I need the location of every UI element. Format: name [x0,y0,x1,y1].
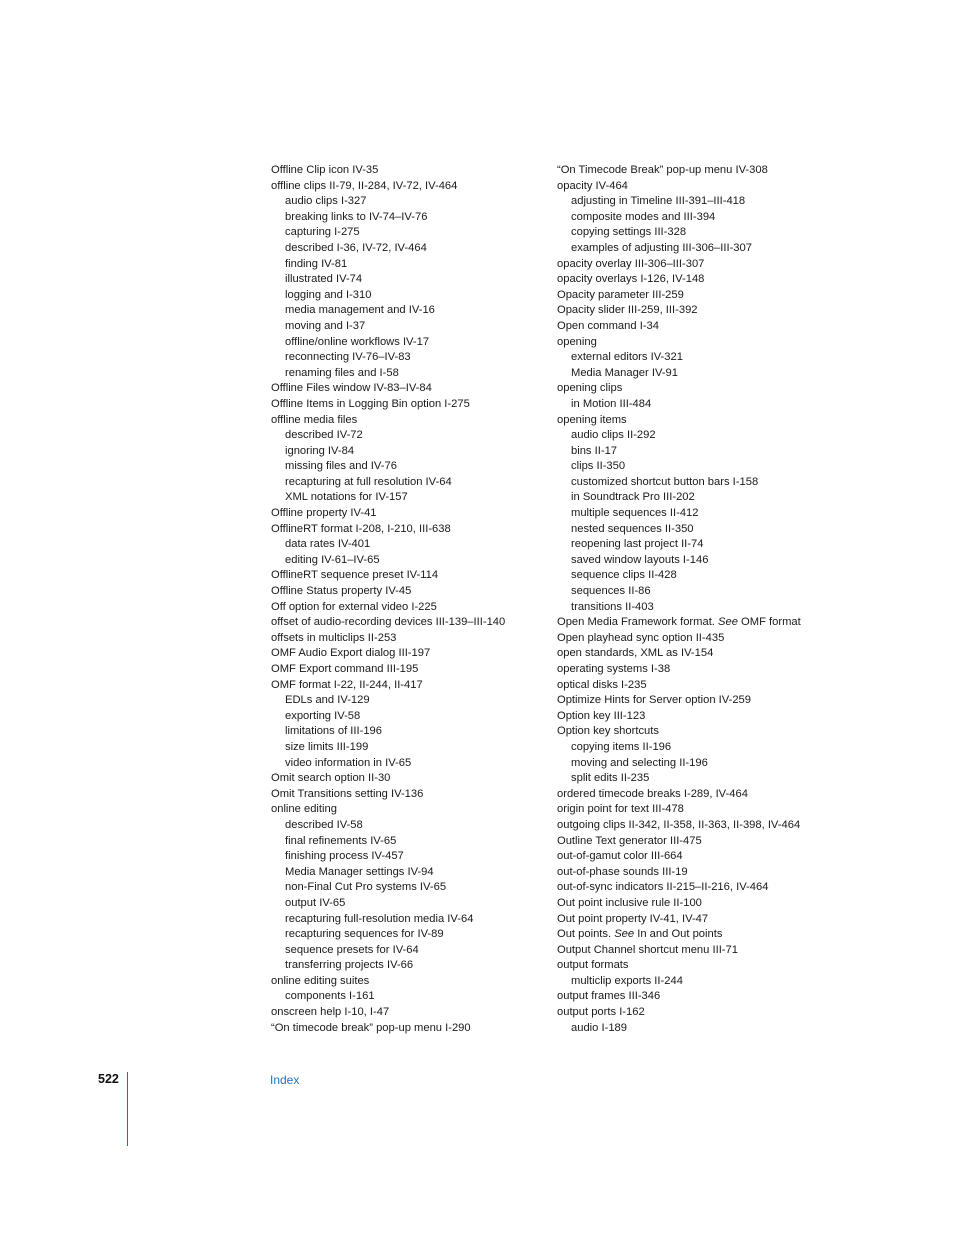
entry-text: Open playhead sync option II-435 [557,631,725,644]
index-subentry [271,303,541,319]
entry-text: EDLs and IV-129 [285,694,370,707]
index-entry [557,896,857,912]
index-subentry [271,818,541,834]
index-subentry [557,584,857,600]
index-subentry [271,912,541,928]
entry-text: sequences II-86 [571,585,651,598]
index-subentry [557,740,857,756]
index-subentry [271,989,541,1005]
entry-text: Optimize Hints for Server option IV-259 [557,694,751,707]
index-subentry [271,241,541,257]
entry-text: missing files and IV-76 [285,460,397,473]
index-entry [557,303,857,319]
index-entry [557,335,857,351]
entry-text: Out points. [557,928,612,941]
entry-text: size limits III-199 [285,740,369,753]
entry-text: OfflineRT format I-208, I-210, III-638 [271,522,451,535]
entry-text: offline/online workflows IV-17 [285,335,430,348]
entry-text: described IV-72 [285,429,363,442]
entry-text: opacity IV-464 [557,179,628,192]
index-entry [557,381,857,397]
index-subentry [271,756,541,772]
index-entry [271,600,541,616]
index-entry [557,989,857,1005]
index-entry [557,849,857,865]
index-entry [557,1005,857,1021]
index-entry [271,1005,541,1021]
entry-text: finishing process IV-457 [285,850,404,863]
index-entry [557,880,857,896]
index-subentry [557,459,857,475]
index-subentry [271,366,541,382]
index-entry [557,257,857,273]
entry-text: audio clips II-292 [571,429,656,442]
index-subentry [557,194,857,210]
index-subentry [271,724,541,740]
index-entry [557,834,857,850]
entry-text: Outline Text generator III-475 [557,834,702,847]
entry-text: origin point for text III-478 [557,803,684,816]
index-subentry [557,350,857,366]
entry-text: OMF Export command III-195 [271,663,419,675]
entry-text: described I-36, IV-72, IV-464 [285,241,427,254]
entry-text: “On timecode break” pop-up menu I-290 [271,1021,471,1034]
entry-text: ignoring IV-84 [285,444,355,457]
index-subentry [271,834,541,850]
index-entry [271,678,541,694]
index-subentry [557,397,857,413]
entry-text: opacity overlays I-126, IV-148 [557,273,705,286]
index-entry [557,958,857,974]
entry-text: Offline Clip icon IV-35 [271,164,379,176]
index-subentry [557,568,857,584]
footer-divider [127,1072,128,1146]
entry-text: offset of audio-recording devices III-139–III-140 [271,616,506,629]
entry-text: Offline Items in Logging Bin option I-275 [271,397,470,410]
index-subentry [271,553,541,569]
index-entry [557,709,857,725]
entry-text: offsets in multiclips II-253 [271,631,397,644]
index-entry [557,646,857,662]
entry-text: illustrated IV-74 [285,273,363,286]
see-reference: See [614,928,635,941]
entry-text: sequence presets for IV-64 [285,943,419,956]
entry-text: output frames III-346 [557,990,661,1003]
index-entry [557,724,857,740]
index-entry [271,646,541,662]
index-subentry [557,600,857,616]
index-entry [271,163,541,179]
index-subentry [271,693,541,709]
index-subentry [557,366,857,382]
index-entry [557,678,857,694]
index-entry [271,584,541,600]
index-subentry [271,475,541,491]
entry-text: Media Manager settings IV-94 [285,865,434,878]
entry-text: moving and selecting II-196 [571,756,708,769]
index-subentry [271,194,541,210]
index-entry [271,787,541,803]
index-entry [557,413,857,429]
entry-text: offline media files [271,413,358,426]
index-entry [271,506,541,522]
index-subentry [271,927,541,943]
entry-text: nested sequences II-350 [571,522,694,535]
index-subentry [557,1021,857,1037]
index-subentry [271,428,541,444]
entry-text: online editing [271,803,337,816]
index-subentry [271,444,541,460]
index-entry [271,1021,541,1037]
entry-text: recapturing at full resolution IV-64 [285,475,452,488]
entry-text: Omit Transitions setting IV-136 [271,787,424,800]
index-entry [557,802,857,818]
index-entry [557,163,857,179]
index-entry [271,568,541,584]
entry-text: Offline Files window IV-83–IV-84 [271,382,432,395]
entry-text: sequence clips II-428 [571,569,677,582]
entry-text: opening items [557,413,627,426]
entry-text: Offline property IV-41 [271,507,377,520]
entry-text: final refinements IV-65 [285,834,397,847]
entry-text: out-of-gamut color III-664 [557,850,683,863]
index-entry [557,272,857,288]
entry-text: non-Final Cut Pro systems IV-65 [285,881,447,894]
index-entry [271,413,541,429]
entry-text: limitations of III-196 [285,725,383,738]
entry-text: transferring projects IV-66 [285,959,414,972]
entry-text: Out point property IV-41, IV-47 [557,912,709,925]
index-subentry [271,943,541,959]
index-subentry [271,225,541,241]
entry-text: Omit search option II-30 [271,772,391,785]
index-entry [557,179,857,195]
index-subentry [271,709,541,725]
entry-text: in Motion III-484 [571,397,652,410]
page-number: 522 [98,1072,119,1086]
index-subentry [557,771,857,787]
entry-text: audio clips I-327 [285,195,367,208]
entry-text: examples of adjusting III-306–III-307 [571,241,752,254]
entry-text: out-of-phase sounds III-19 [557,865,688,878]
entry-text: renaming files and I-58 [285,366,399,379]
see-reference: See [718,616,738,629]
index-subentry [271,896,541,912]
see-target: In and Out points [637,928,723,941]
entry-text: OMF Audio Export dialog III-197 [271,647,431,660]
entry-text: OfflineRT sequence preset IV-114 [271,569,439,582]
entry-text: saved window layouts I-146 [571,553,709,566]
entry-text: operating systems I-38 [557,663,671,675]
index-entry [271,974,541,990]
entry-text: recapturing sequences for IV-89 [285,928,444,941]
entry-text: finding IV-81 [285,257,348,270]
entry-text: adjusting in Timeline III-391–III-418 [571,195,746,208]
index-entry [557,943,857,959]
entry-text: output IV-65 [285,896,346,909]
entry-text: transitions II-403 [571,600,654,613]
entry-text: audio I-189 [571,1021,627,1034]
index-subentry [557,444,857,460]
index-subentry [557,522,857,538]
index-subentry [557,506,857,522]
index-entry [557,927,857,943]
index-subentry [271,272,541,288]
entry-text: copying settings III-328 [571,226,687,239]
entry-text: Output Channel shortcut menu III-71 [557,943,738,956]
entry-text: capturing I-275 [285,226,360,239]
index-subentry [271,880,541,896]
entry-text: Out point inclusive rule II-100 [557,896,702,909]
index-entry [557,288,857,304]
index-subentry [271,849,541,865]
entry-text: Opacity slider III-259, III-392 [557,304,698,317]
entry-text: data rates IV-401 [285,538,371,551]
index-entry [271,522,541,538]
entry-text: multiclip exports II-244 [571,974,683,987]
index-subentry [271,537,541,553]
index-entry [271,662,541,678]
entry-text: optical disks I-235 [557,678,647,691]
entry-text: composite modes and III-394 [571,210,716,223]
entry-text: Off option for external video I-225 [271,600,437,613]
entry-text: recapturing full-resolution media IV-64 [285,912,474,925]
entry-text: components I-161 [285,990,375,1003]
index-subentry [557,475,857,491]
index-entry [557,631,857,647]
entry-text: breaking links to IV-74–IV-76 [285,210,428,223]
section-label: Index [270,1073,300,1087]
entry-text: output formats [557,959,629,972]
index-entry [271,381,541,397]
entry-text: online editing suites [271,974,370,987]
entry-text: output ports I-162 [557,1006,645,1019]
index-subentry [271,350,541,366]
entry-text: out-of-sync indicators II-215–II-216, IV-464 [557,881,769,894]
index-entry [271,802,541,818]
index-entry [271,397,541,413]
entry-text: Offline Status property IV-45 [271,585,412,598]
index-subentry [557,225,857,241]
entry-text: customized shortcut button bars I-158 [571,475,759,488]
entry-text: bins II-17 [571,444,618,457]
entry-text: “On Timecode Break” pop-up menu IV-308 [557,164,768,176]
index-subentry [271,319,541,335]
index-subentry [557,241,857,257]
index-subentry [557,428,857,444]
index-entry [557,818,857,834]
entry-text: OMF format I-22, II-244, II-417 [271,678,423,691]
entry-text: reconnecting IV-76–IV-83 [285,351,411,364]
entry-text: Opacity parameter III-259 [557,288,684,301]
entry-text: Open Media Framework format. [557,616,715,629]
index-entry [557,912,857,928]
entry-text: Open command I-34 [557,319,659,332]
entry-text: Media Manager IV-91 [571,366,678,379]
index-subentry [271,490,541,506]
index-entry [271,631,541,647]
entry-text: moving and I-37 [285,319,366,332]
index-subentry [557,490,857,506]
index-subentry [557,210,857,226]
index-subentry [557,553,857,569]
index-subentry [271,210,541,226]
entry-text: copying items II-196 [571,740,672,753]
index-entry [557,693,857,709]
index-subentry [271,335,541,351]
index-subentry [271,865,541,881]
index-subentry [271,958,541,974]
index-subentry [557,537,857,553]
index-subentry [271,459,541,475]
entry-text: opening [557,335,597,348]
entry-text: ordered timecode breaks I-289, IV-464 [557,787,748,800]
index-subentry [557,756,857,772]
index-subentry [557,974,857,990]
index-entry [557,319,857,335]
entry-text: outgoing clips II-342, II-358, II-363, II-398, IV-464 [557,818,801,831]
index-entry [557,662,857,678]
index-subentry [271,288,541,304]
index-entry [271,179,541,195]
entry-text: editing IV-61–IV-65 [285,553,380,566]
entry-text: in Soundtrack Pro III-202 [571,491,695,504]
index-entry [557,865,857,881]
entry-text: clips II-350 [571,460,626,473]
entry-text: media management and IV-16 [285,304,435,317]
entry-text: described IV-58 [285,818,363,831]
entry-text: open standards, XML as IV-154 [557,647,714,660]
index-column-right [557,163,857,1036]
entry-text: external editors IV-321 [571,351,683,364]
entry-text: opacity overlay III-306–III-307 [557,257,705,270]
see-target: OMF format [741,616,801,629]
index-column-left [271,163,541,1036]
index-entry [557,787,857,803]
entry-text: multiple sequences II-412 [571,507,699,520]
entry-text: split edits II-235 [571,772,650,785]
entry-text: onscreen help I-10, I-47 [271,1006,390,1019]
entry-text: offline clips II-79, II-284, IV-72, IV-464 [271,179,458,192]
index-entry [271,771,541,787]
index-entry [271,615,541,631]
entry-text: XML notations for IV-157 [285,491,408,504]
entry-text: Option key III-123 [557,709,646,722]
entry-text: video information in IV-65 [285,756,412,769]
index-subentry [271,257,541,273]
index-subentry [271,740,541,756]
entry-text: reopening last project II-74 [571,538,704,551]
entry-text: opening clips [557,382,623,395]
entry-text: exporting IV-58 [285,709,361,722]
index-entry [557,615,857,631]
entry-text: logging and I-310 [285,288,372,301]
entry-text: Option key shortcuts [557,725,659,738]
